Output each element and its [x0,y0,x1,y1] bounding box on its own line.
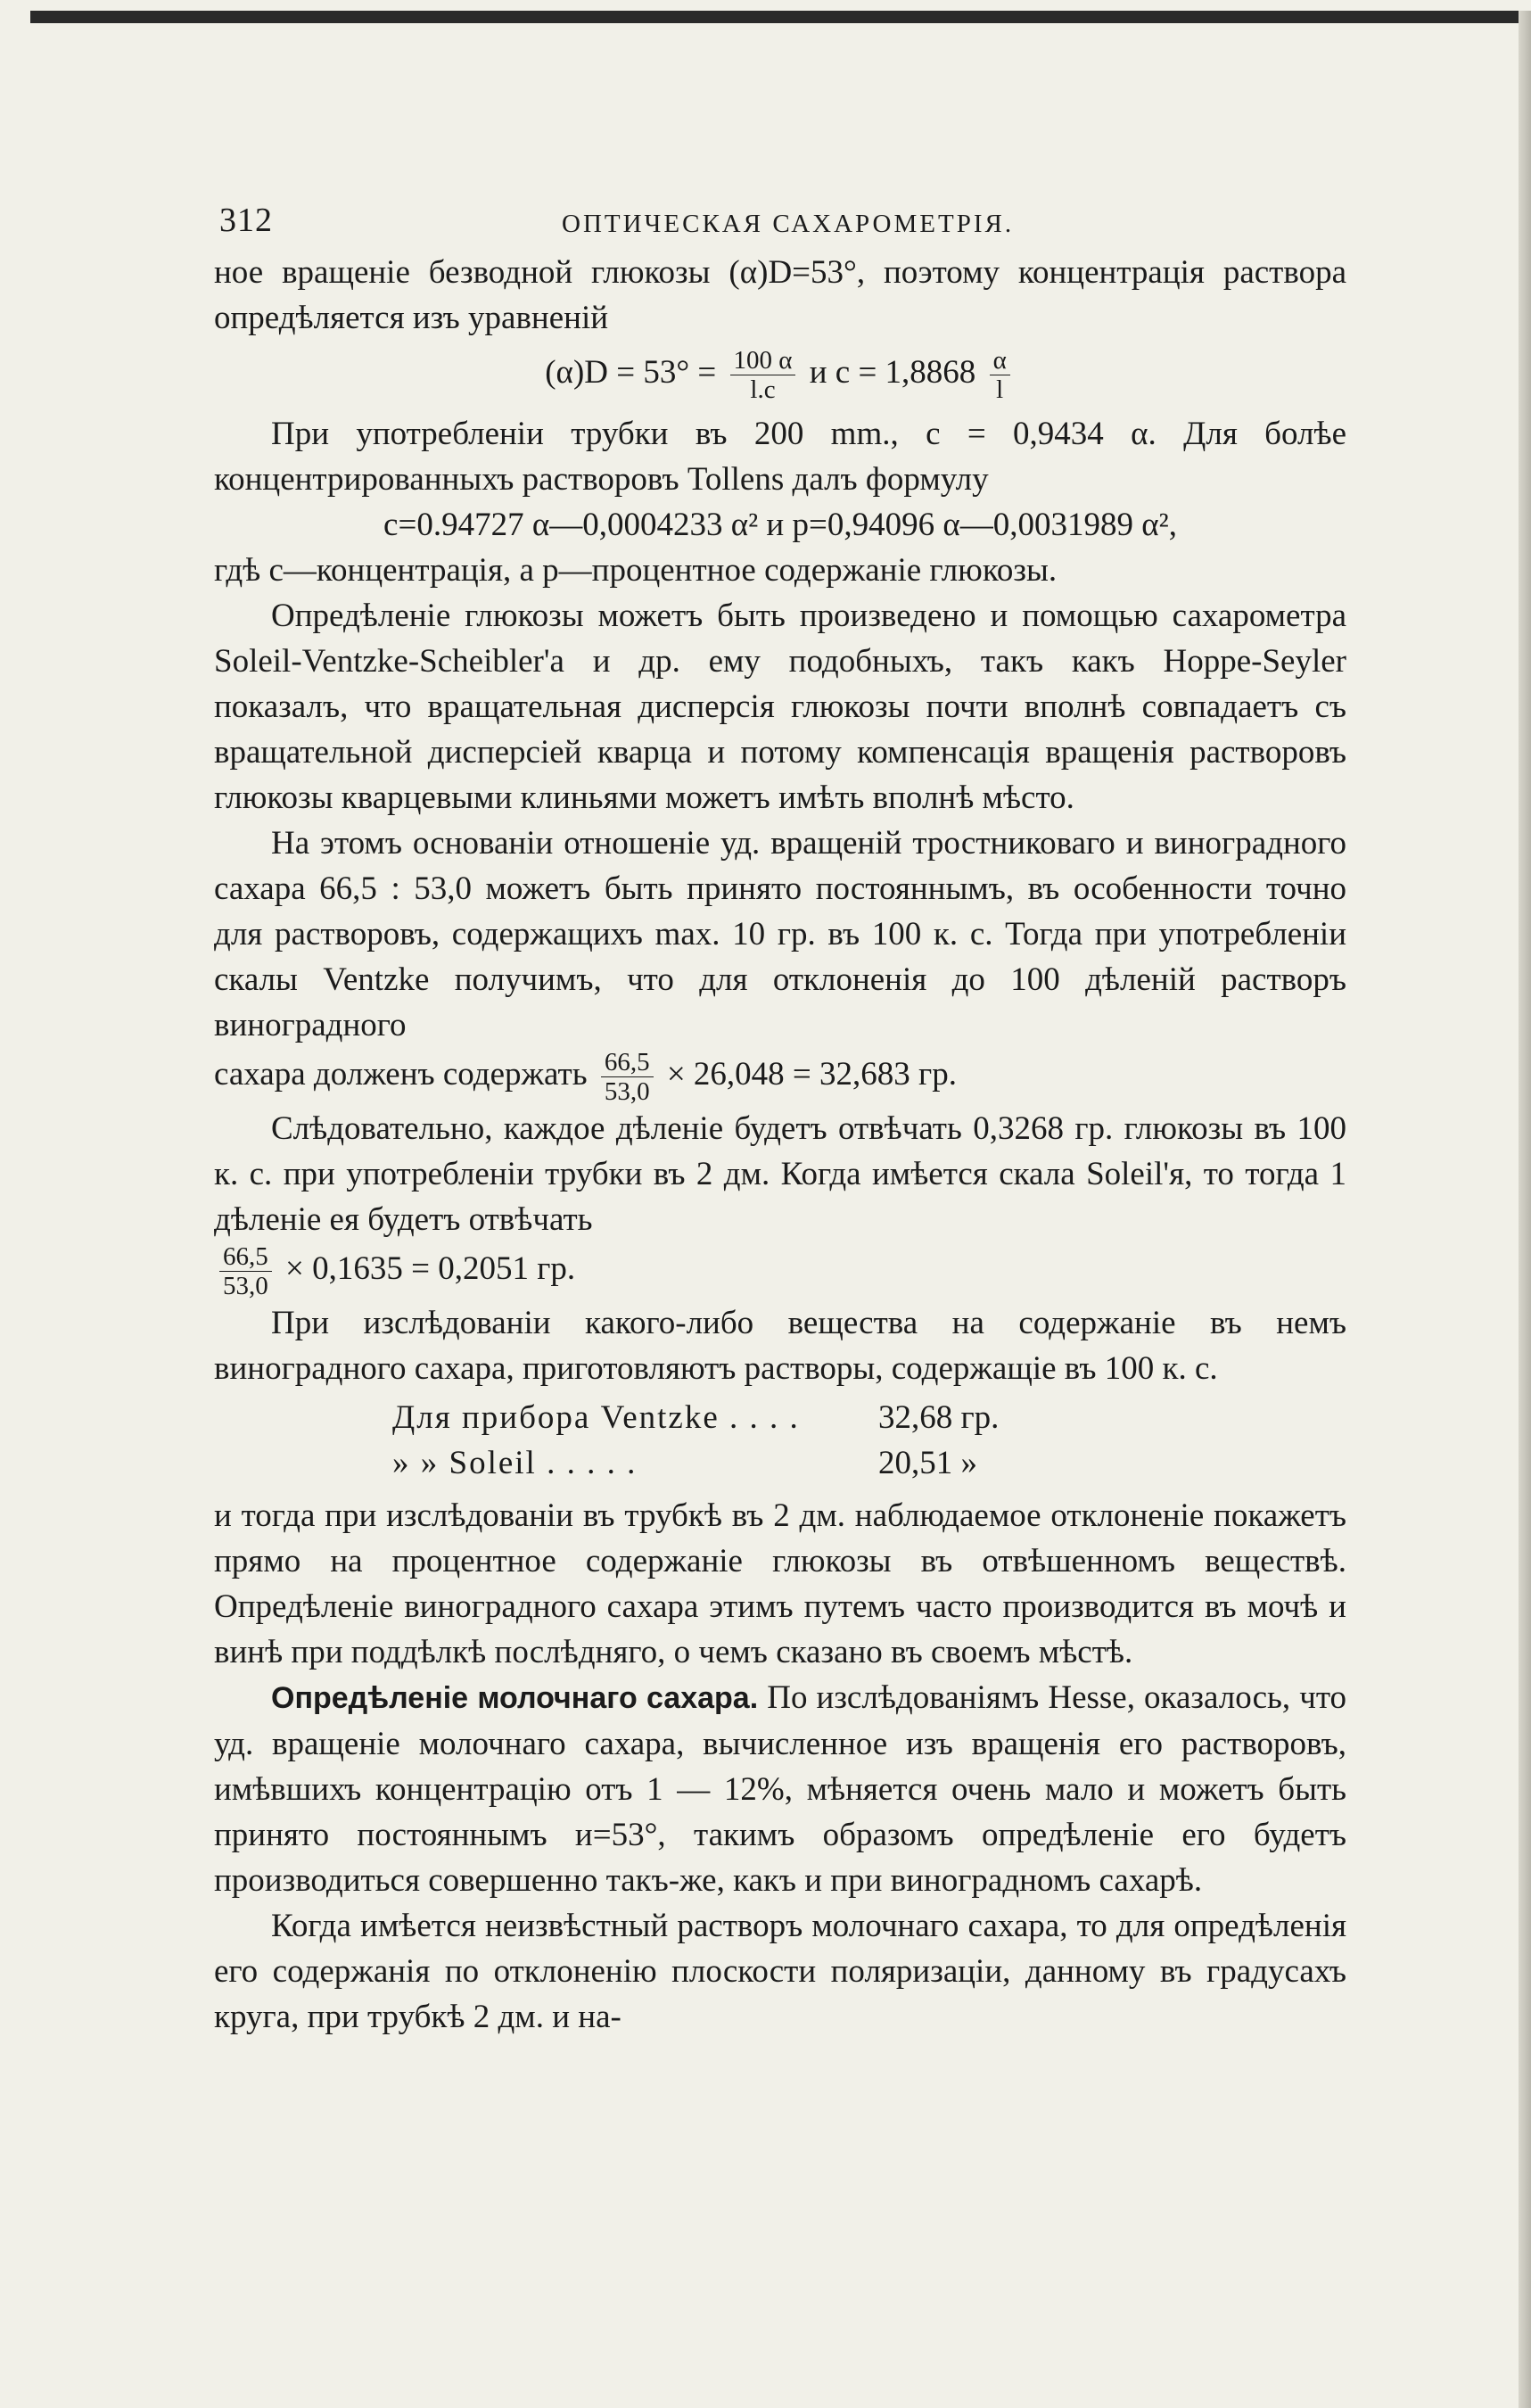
values-table [214,1395,1346,1486]
fraction [601,1048,654,1106]
table-label: » » Soleil . . . . . [392,1445,638,1481]
paragraph-6-end [214,1242,1346,1300]
equation-tollens: c=0.94727 α—0,0004233 α² и p=0,94096 α—0,0031989 α², [383,507,1177,543]
scan-top-border [30,11,1521,23]
scan-right-edge [1519,11,1531,2408]
fraction-numerator: 66,5 [219,1242,272,1272]
paragraph-7: При изслѣдованіи какого-либо вещества на содержаніе въ немъ виноградного сахара, приготовляютъ растворы, содержащіе въ 100 к. с. [214,1305,1346,1387]
paragraph-2: При употребленіи трубки въ 200 mm., c = 0,9434 α. Для болѣе концентрированныхъ растворовъ Tollens далъ формулу [214,416,1346,498]
text-fragment: × 0,1635 = 0,2051 гр. [285,1249,576,1287]
fraction-numerator: 100 α [730,346,796,375]
running-title: ОПТИЧЕСКАЯ САХАРОМЕТРІЯ. [562,210,1015,238]
section-heading: Опредѣленіе молочнаго сахара. [271,1681,759,1715]
paragraph-6: Слѣдовательно, каждое дѣленіе будетъ отвѣчать 0,3268 гр. глюкозы въ 100 к. с. при употребленіи трубки въ 2 дм. Когда имѣется скала Soleil'я, то тогда 1 дѣленіе ея будетъ отвѣчать [214,1110,1346,1238]
paragraph-10: Когда имѣется неизвѣстный растворъ молочнаго сахара, то для опредѣленія его содержанія по отклоненію плоскости поляризаціи, данному въ градусахъ круга, при трубкѣ 2 дм. и на- [214,1908,1346,2035]
paragraph-5-end [214,1048,1346,1106]
page-number: 312 [219,202,273,239]
text-fragment: × 26,048 = 32,683 гр. [666,1055,957,1093]
fraction-numerator: α [990,346,1010,375]
paragraph-8: и тогда при изслѣдованіи въ трубкѣ въ 2 дм. наблюдаемое отклоненіе покажетъ прямо на процентное содержаніе глюкозы въ отвѣшенномъ веществѣ. Опредѣленіе виноградного сахара этимъ путемъ часто производится въ мочѣ и винѣ при поддѣлкѣ послѣдняго, о чемъ сказано въ своемъ мѣстѣ. [214,1497,1346,1670]
paragraph-1: ное вращеніе безводной глюкозы (α)D=53°, поэтому концентрація раствора опредѣляется изъ уравненій [214,254,1346,336]
page-header [214,187,1346,250]
table-row [214,1440,1346,1486]
fraction-denominator: l [996,375,1004,404]
equation-middle: и c = 1,8868 [809,353,976,391]
fraction-denominator: 53,0 [223,1272,268,1300]
paragraph-3: гдѣ c—концентрація, а p—процентное содержаніе глюкозы. [214,552,1058,589]
fraction-denominator: 53,0 [604,1077,650,1106]
table-value: 32,68 гр. [878,1399,1000,1436]
table-value: 20,51 » [878,1445,977,1481]
fraction [990,346,1010,404]
book-page [214,187,1346,2040]
fraction-numerator: 66,5 [601,1048,654,1077]
equation-left: (α)D = 53° = [545,353,717,391]
table-label: Для прибора Ventzke . . . . [392,1399,800,1436]
text-fragment: По изслѣдованіямъ Hesse, оказалось, что уд. вращеніе молочнаго сахара, вычисленное изъ вращенія его растворовъ, имѣвшихъ концентрацію отъ 1 — 12%, мѣняется очень мало и можетъ быть принято постояннымъ и=53°, такимъ образомъ опредѣленіе его будетъ производиться совершенно такъ-же, какъ и при виноградномъ сахарѣ. [214,1679,1347,1899]
text-fragment: сахара долженъ содержать [214,1055,588,1093]
paragraph-9 [214,1675,1346,1903]
paragraph-5: На этомъ основаніи отношеніе уд. вращеній тростниковаго и виноградного сахара 66,5 : 53,0 можетъ быть принято постояннымъ, въ особенности точно для растворовъ, содержащихъ max. 10 гр. въ 100 к. с. Тогда при употребленіи скалы Ventzke получимъ, что для отклоненія до 100 дѣленій растворъ виноградного [214,825,1346,1043]
equation-concentration [214,346,1346,404]
fraction-denominator: l.c [750,375,776,404]
paragraph-4: Опредѣленіе глюкозы можетъ быть произведено и помощью сахарометра Soleil-Ventzke-Scheibler'а и др. ему подобныхъ, такъ какъ Hoppe-Seyler показалъ, что вращательная дисперсія глюкозы почти вполнѣ совпадаетъ съ вращательной дисперсіей кварца и потому компенсація вращенія растворовъ глюкозы кварцевыми клиньями можетъ имѣть вполнѣ мѣсто. [214,598,1346,816]
fraction [219,1242,272,1300]
fraction [730,346,796,404]
table-row [214,1395,1346,1440]
